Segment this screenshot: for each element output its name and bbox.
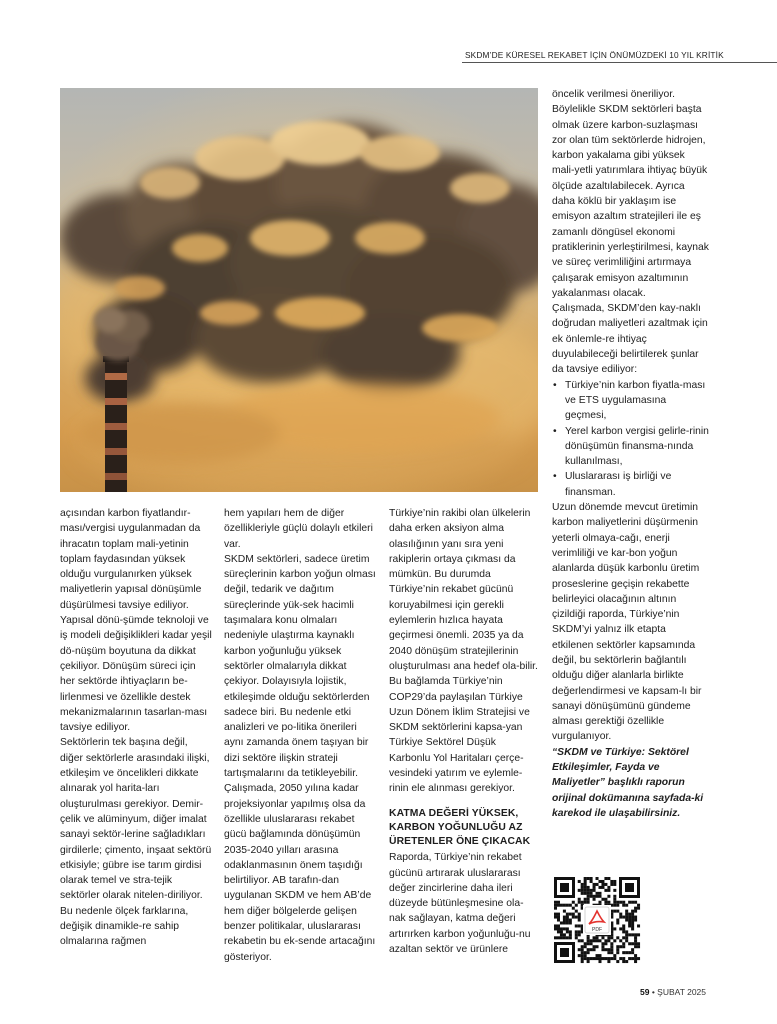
paragraph: SKDM sektörleri, sadece üretim süreçlerinin karbon yoğun olması değil, tedarik ve dağıtım süreçlerinde yük-sek hacimli taşımalara konu olmaları nedeniyle ulaştırma kaynaklı karbon yoğunluğu yüksek sektörler olmalarıyla dikkat çekiyor. Dolayısıyla lojistik, etkileşimde olduğu sektörlerden sadece biri. Bu nedenle etki analizleri ve po-litika önerileri aynı zamanda önem taşıyan bir dizi sektöre ilişkin strateji tartışmalarını da tetikleyebilir. xyxy=(224,553,376,780)
paragraph: Uzun dönemde mevcut üretimin karbon maliyetlerini düşürmenin yeterli olmaya-cağı, enerji verimliliği ve kar-bon yoğun alanlarda düşük karbonlu üretim proseslerine geçişin rekabette belirleyici olacağının altının çizildiği raporda, Türkiye’nin SKDM’yi yalnız ilk etapta etkilenen sektörler kapsamında değil, bu sektörlerin bağlantılı olduğu diğer alanlarla birlikte değerlendirmesi ve kapsam-lı bir sanayi dönüşümünü gündeme alması gerektiği özellikle vurgulanıyor. xyxy=(552,502,702,743)
paragraph: Çalışmada, SKDM’den kay-naklı doğrudan maliyetleri azaltmak için ek önlemle-re ihtiyaç duyulabileceği belirtilerek şunlar da tavsiye ediliyor: xyxy=(552,303,708,376)
report-reference: “SKDM ve Türkiye: Sektörel Etkileşimler, Fayda ve Maliyetler” başlıklı raporun orijinal dokümanına sayfada-ki karekod ile ulaşabilirsiniz. xyxy=(552,746,704,819)
paragraph: açısından karbon fiyatlandır-ması/vergisi uygulanmadan da ihracatın toplam mali-yetinin toplam faydasından yüksek olduğu vurgulanırken yüksek maliyetlerin yapısal dönüşümle düşürülmesi tavsiye ediliyor. Yapısal dönü-şümde teknoloji ve iş modeli değişiklikleri kadar yeşil dö-nüşüm boyutuna da dikkat çekiliyor. Dönüşüm süreci için her sektörde ihtiyaçların be-lirlenmesi ve özellikle destek mekanizmalarının tasarlan-ması tavsiye ediliyor. xyxy=(60,508,212,734)
header-rule xyxy=(462,62,777,63)
industrial-smoke-photo xyxy=(60,88,538,492)
issue-date: ŞUBAT 2025 xyxy=(657,987,706,997)
section-subheading: KATMA DEĞERİ YÜKSEK, KARBON YOĞUNLUĞU AZ ÜRETENLER ÖNE ÇIKACAK xyxy=(389,807,531,848)
list-item: • Yerel karbon vergisi gelirle-rinin dönüşümün finansma-nında kullanılması, xyxy=(552,424,710,470)
running-header: SKDM’DE KÜRESEL REKABET İÇİN ÖNÜMÜZDEKİ 10 YIL KRİTİK xyxy=(465,50,724,60)
list-item: • Uluslararası iş birliği ve finansman. xyxy=(552,469,710,500)
page-footer xyxy=(640,987,706,997)
paragraph: Raporda, Türkiye’nin rekabet gücünü artırarak uluslararası değer zincirlerine daha ileri düzeyde bütünleşmesine ola-nak sağlayan, katma değeri artırırken karbon yoğunluğu-nu azaltan sektör ve ürünlere xyxy=(389,852,531,956)
paragraph: Çalışmada, 2050 yılına kadar projeksiyonlar yapılmış olsa da özellikle uluslararası rekabet gücü bağlamında dönüşümün 2035-2040 yılları arasına odaklanmasının önem taşıdığı belirtiliyor. AB tarafın-dan uygulanan SKDM ve hem AB’de hem diğer bölgelerde gelişen benzer politikalar, uluslararası rekabetin bu ek-sende artacağını gösteriyor. xyxy=(224,783,376,963)
page-number: 59 xyxy=(640,987,650,997)
paragraph: öncelik verilmesi öneriliyor. Böylelikle SKDM sektörleri başta olmak üzere karbon-suzlaşması zor olan tüm sektörlerde hidrojen, karbon yakalama gibi yüksek mali-yetli yatırımlara ihtiyaç büyük ölçüde azaltılabilecek. Ayrıca daha köklü bir yaklaşım ise emisyon azaltım stratejileri ile eş zamanlı döngüsel ekonomi pratiklerinin yerleştirilmesi, kaynak ve süreç verimliliğini artırmaya çalışarak emisyon azaltımının yakalanması olacak. xyxy=(552,89,709,299)
qr-code-icon[interactable] xyxy=(552,875,642,965)
paragraph: Sektörlerin tek başına değil, diğer sektörlerle arasındaki ilişki, etkileşim ve öncelikleri dikkate alınarak yol harita-ları oluşturulması gerekiyor. Demir-çelik ve alüminyum, diğer imalat sanayi sektör-lerine sağladıkları girdilerle; çimento, inşaat sektörü etkisiyle; gübre ise tarım girdisi olarak temel ve stra-tejik sektörler olarak nitelen-diriliyor. Bu nedenle ölçek farklarına, değişik dinamikle-re sahip olmalarına rağmen xyxy=(60,737,212,948)
column-3 xyxy=(389,506,540,957)
footer-separator: • xyxy=(649,987,658,997)
paragraph: Türkiye’nin rakibi olan ülkelerin daha erken aksiyon alma olasılığının yanı sıra yeni rakiplerin ortaya çıkması da mümkün. Bu durumda Türkiye’nin rekabet gücünü koruyabilmesi için gerekli eylemlerin hızlıca hayata geçirmesi önemli. 2035 ya da 2040 dönüşüm stratejilerinin oluşturulması ana hedef ola-bilir. Bu bağlamda Türkiye’nin COP29’da paylaşılan Türkiye Uzun Dönem İklim Stratejisi ve SKDM sektörlerini kapsa-yan Türkiye Sektörel Düşük Karbonlu Yol Haritaları çerçe-vesindeki yatırım ve eylemle-rinin ele alınması gerekiyor. xyxy=(389,508,538,795)
recommendation-list xyxy=(552,378,710,500)
paragraph: hem yapıları hem de diğer özellikleriyle güçlü dolaylı etkileri var. xyxy=(224,508,373,550)
column-4 xyxy=(552,87,710,821)
column-1 xyxy=(60,506,213,950)
pdf-label: PDF xyxy=(592,927,602,933)
column-2 xyxy=(224,506,377,965)
list-item: • Türkiye’nin karbon fiyatla-ması ve ETS uygulamasına geçmesi, xyxy=(552,378,710,424)
pdf-icon xyxy=(583,905,611,935)
